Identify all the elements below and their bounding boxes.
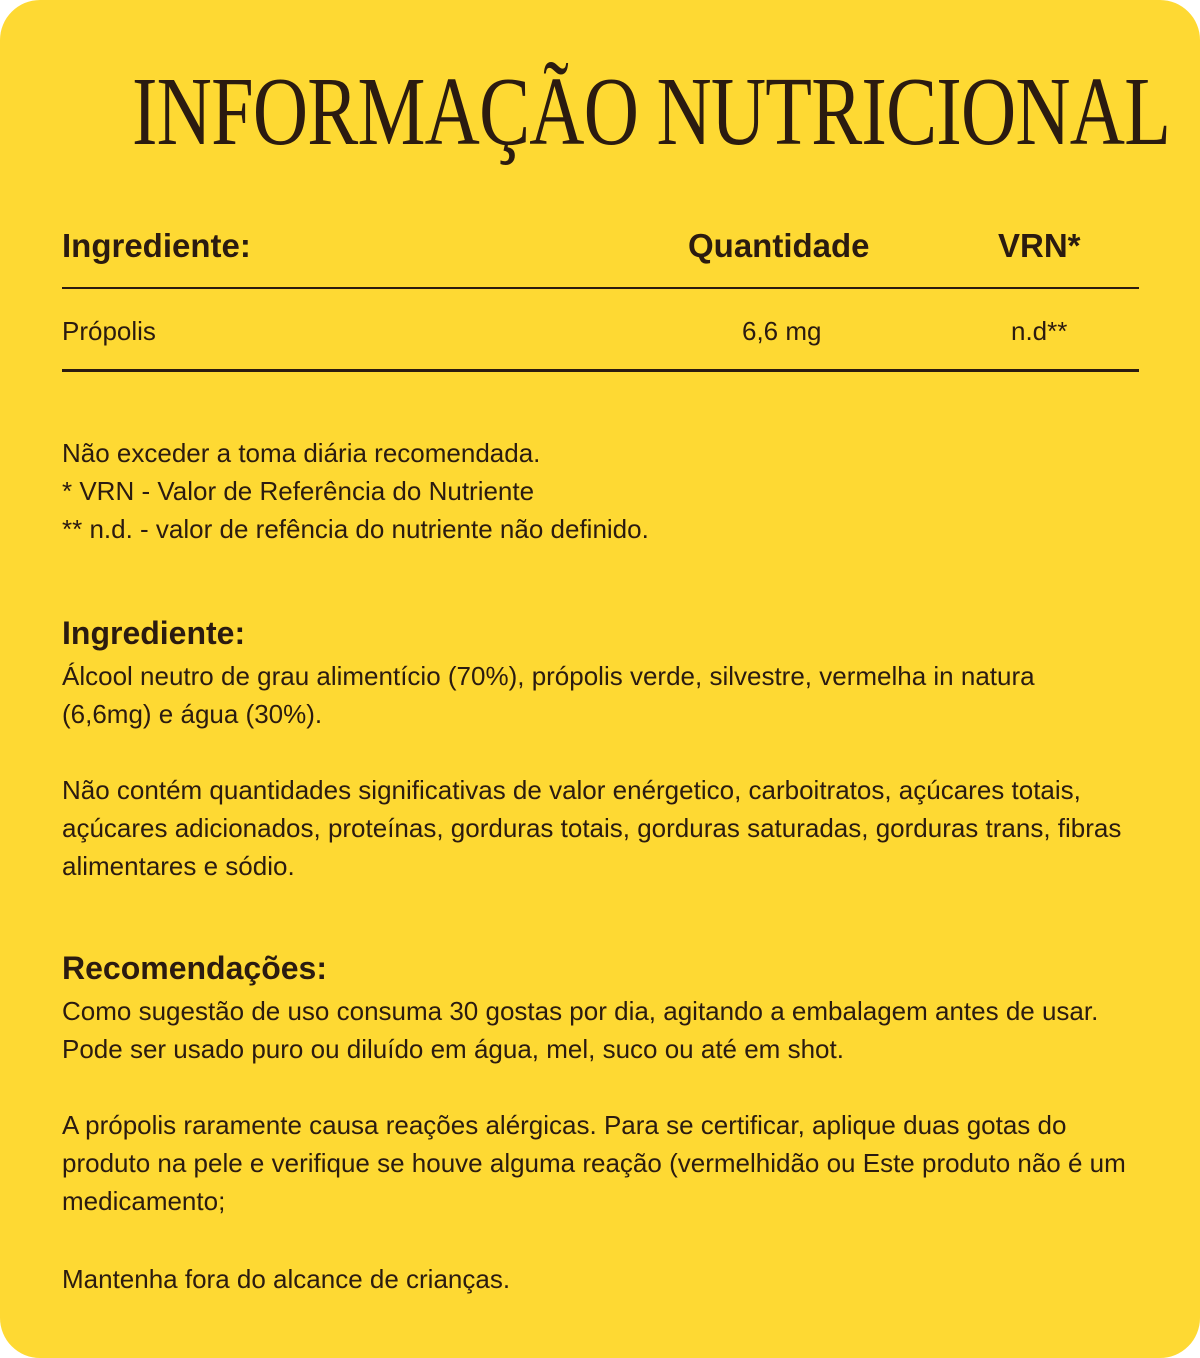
table-header-divider bbox=[62, 287, 1139, 289]
column-header-quantity: Quantidade bbox=[688, 227, 870, 264]
usage-text: Como sugestão de uso consuma 30 gostas por dia, agitando a embalagem antes de usar. Pode ser usado puro ou diluído em água, mel, suco ou até em shot. bbox=[62, 996, 1099, 1064]
nutrition-note-text: Não contém quantidades significativas de valor enérgetico, carboitratos, açúcares totais, açúcares adicionados, proteínas, gorduras totais, gorduras saturadas, gorduras trans, fibras alimentares e sódio. bbox=[62, 775, 1122, 881]
recommendations-heading: Recomendações: bbox=[62, 950, 327, 986]
allergy-text: A própolis raramente causa reações alérgicas. Para se certificar, aplique duas gotas do produto na pele e verifique se houve alguma reação (vermelhidão ou Este produto não é um medicamento; bbox=[62, 1110, 1126, 1216]
table-bottom-divider bbox=[62, 369, 1139, 372]
table-cell-quantity: 6,6 mg bbox=[742, 316, 822, 346]
children-warning-text: Mantenha fora do alcance de crianças. bbox=[62, 1264, 511, 1294]
table-cell-ingredient: Própolis bbox=[62, 316, 156, 346]
note-nd-definition: ** n.d. - valor de refência do nutriente não definido. bbox=[62, 514, 649, 544]
table-cell-vrn: n.d** bbox=[1011, 316, 1068, 346]
column-header-vrn: VRN* bbox=[998, 227, 1081, 264]
note-daily-dose: Não exceder a toma diária recomendada. bbox=[62, 438, 541, 468]
ingredients-text: Álcool neutro de grau alimentício (70%), própolis verde, silvestre, vermelha in natura (6,6mg) e água (30%). bbox=[62, 661, 1035, 729]
note-vrn-definition: * VRN - Valor de Referência do Nutriente bbox=[62, 476, 535, 506]
ingredients-heading: Ingrediente: bbox=[62, 615, 246, 651]
page-title: INFORMAÇÃO NUTRICIONAL bbox=[132, 58, 1171, 166]
notes-block bbox=[62, 434, 1142, 548]
column-header-ingredient: Ingrediente: bbox=[62, 227, 251, 264]
